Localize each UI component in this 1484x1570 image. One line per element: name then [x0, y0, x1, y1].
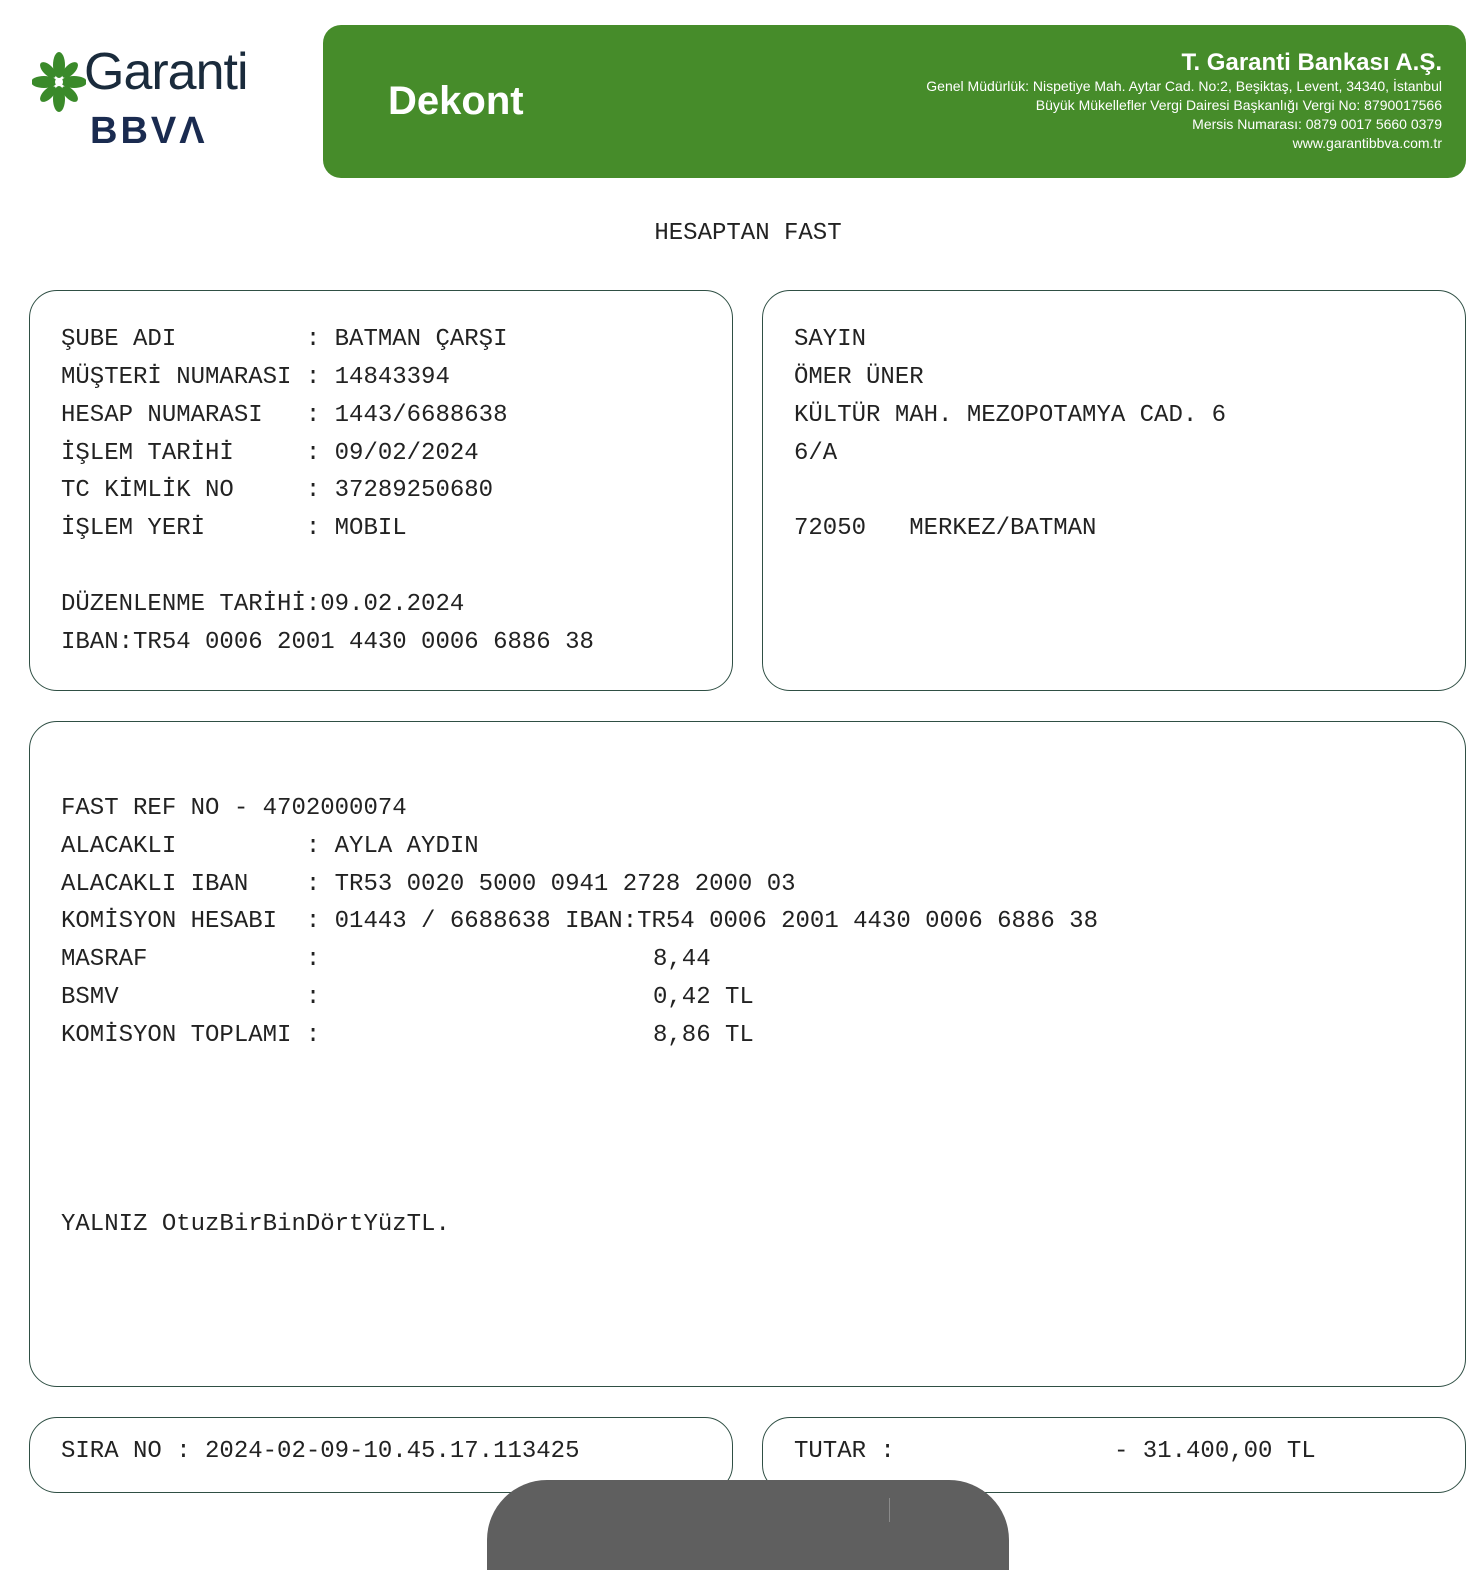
- commission-total-label: KOMİSYON TOPLAMI :: [61, 1022, 321, 1049]
- logo-bbva: BBVΛ: [90, 110, 208, 152]
- document-title: Dekont: [388, 79, 524, 123]
- bank-name: T. Garanti Bankası A.Ş.: [1181, 49, 1442, 76]
- fee-value: 8,44: [653, 946, 711, 973]
- garanti-bbva-logo: [32, 43, 272, 158]
- account-info-box: [29, 290, 733, 691]
- bsmv-value: 0,42 TL: [653, 984, 754, 1011]
- account-number: HESAP NUMARASI : 1443/6688638: [61, 402, 508, 429]
- bank-tax-info: Büyük Mükellefler Vergi Dairesi Başkanlığı Vergi No: 8790017566: [1035, 97, 1442, 113]
- account-iban: IBAN:TR54 0006 2001 4430 0006 6886 38: [61, 629, 594, 656]
- commission-total-value: 8,86 TL: [653, 1022, 754, 1049]
- recipient-address-line1: KÜLTÜR MAH. MEZOPOTAMYA CAD. 6: [794, 402, 1227, 429]
- transaction-place: İŞLEM YERİ : MOBIL: [61, 515, 407, 542]
- branch-name: ŞUBE ADI : BATMAN ÇARŞI: [61, 326, 508, 353]
- amount-in-words: YALNIZ OtuzBirBinDörtYüzTL.: [61, 1211, 450, 1238]
- fee-label: MASRAF :: [61, 946, 321, 973]
- header-bar: [323, 25, 1466, 178]
- recipient-name: ÖMER ÜNER: [794, 364, 924, 391]
- recipient-box: [762, 290, 1466, 691]
- recipient-address-line2: 6/A: [794, 440, 838, 467]
- sequence-number: SIRA NO : 2024-02-09-10.45.17.113425: [61, 1438, 580, 1465]
- document-type: HESAPTAN FAST: [654, 220, 842, 247]
- clover-icon: [32, 52, 86, 112]
- toolbar-divider: [889, 1498, 890, 1522]
- bank-mersis: Mersis Numarası: 0879 0017 5660 0379: [1192, 116, 1442, 132]
- bank-address: Genel Müdürlük: Nispetiye Mah. Aytar Cad. No:2, Beşiktaş, Levent, 34340, İstanbul: [926, 78, 1442, 94]
- creditor-iban: ALACAKLI IBAN : TR53 0020 5000 0941 2728 2000 03: [61, 871, 796, 898]
- salutation: SAYIN: [794, 326, 867, 353]
- commission-account: KOMİSYON HESABI : 01443 / 6688638 IBAN:TR54 0006 2001 4430 0006 6886 38: [61, 908, 1098, 935]
- bank-info: [926, 49, 1442, 153]
- transaction-details-box: [29, 721, 1466, 1387]
- amount-value: - 31.400,00 TL: [1114, 1438, 1316, 1465]
- viewer-toolbar[interactable]: [487, 1480, 1009, 1570]
- tc-id-number: TC KİMLİK NO : 37289250680: [61, 477, 494, 504]
- bank-website: www.garantibbva.com.tr: [1292, 135, 1442, 151]
- customer-number: MÜŞTERİ NUMARASI : 14843394: [61, 364, 450, 391]
- issue-date: DÜZENLENME TARİHİ:09.02.2024: [61, 591, 465, 618]
- bsmv-label: BSMV :: [61, 984, 321, 1011]
- fast-ref-number: FAST REF NO - 4702000074: [61, 795, 407, 822]
- logo-wordmark: Garanti: [84, 43, 248, 101]
- recipient-city: 72050 MERKEZ/BATMAN: [794, 515, 1097, 542]
- transaction-date: İŞLEM TARİHİ : 09/02/2024: [61, 440, 479, 467]
- creditor-name: ALACAKLI : AYLA AYDIN: [61, 833, 479, 860]
- amount-label: TUTAR :: [794, 1438, 895, 1465]
